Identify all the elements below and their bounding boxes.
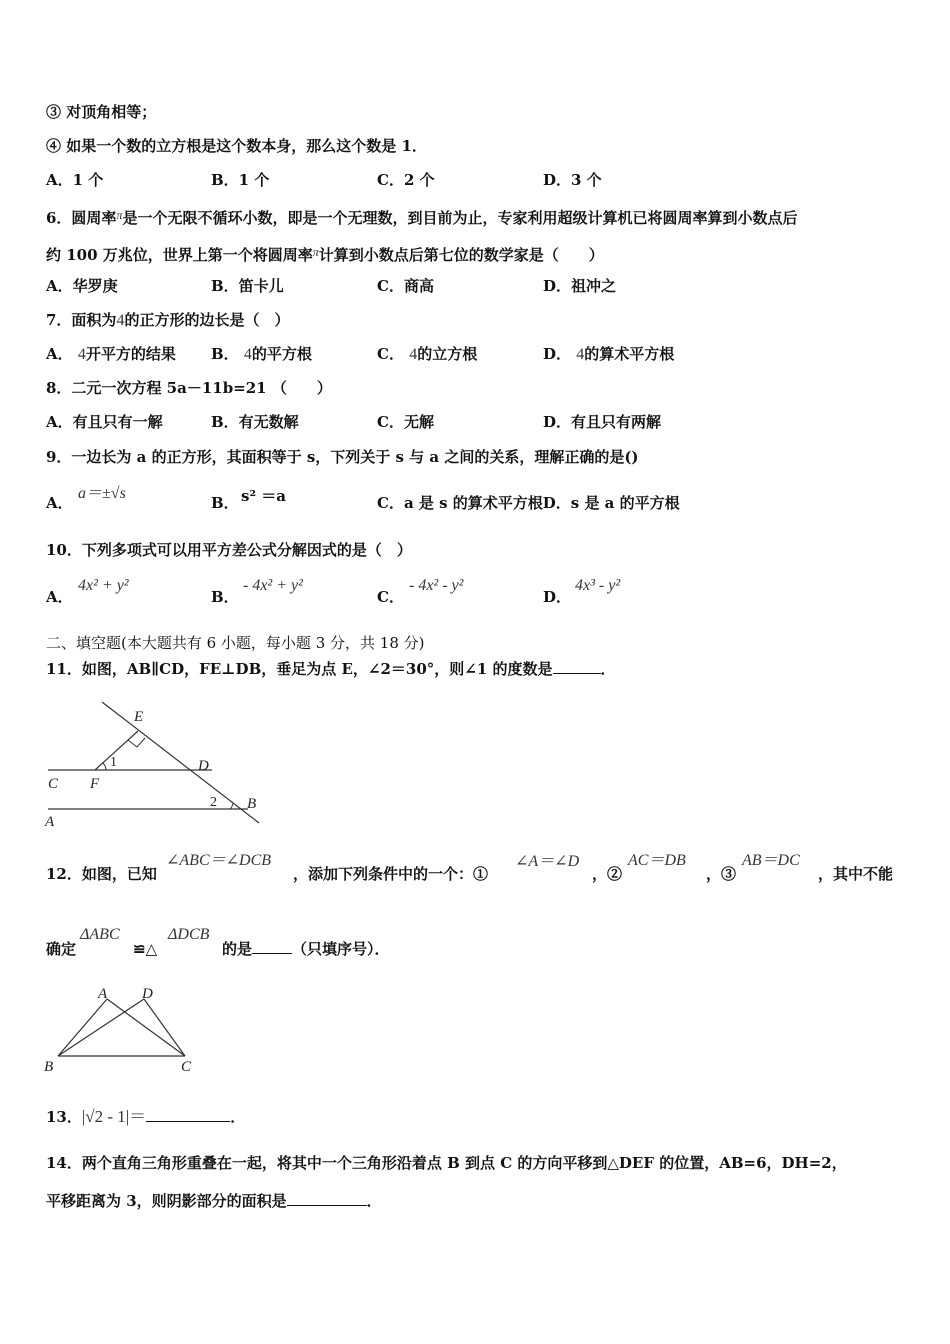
q12-congruent: ≌△ bbox=[133, 940, 158, 958]
q12-condition-3: AB＝DC bbox=[742, 852, 800, 869]
q7-a-label: A． bbox=[46, 345, 73, 363]
q11-text: 11．如图，AB∥CD，FE⊥DB，垂足为点 E，∠2＝30°，则∠1 的度数是 bbox=[46, 660, 553, 678]
q7-option-a bbox=[46, 344, 176, 365]
pi-symbol-2: π bbox=[312, 245, 319, 259]
q9-option-a-math: a＝±√s bbox=[78, 485, 126, 502]
q14-text: 平移距离为 3，则阴影部分的面积是 bbox=[46, 1192, 287, 1210]
q11-stem bbox=[46, 659, 616, 679]
q12-line-1 bbox=[46, 864, 157, 884]
q12-answer-blank[interactable] bbox=[252, 939, 292, 954]
q10-option-d-math: 4x³ - y² bbox=[575, 577, 621, 594]
q7-text-a: 7．面积为 bbox=[46, 311, 117, 329]
line-statement-4: ④ 如果一个数的立方根是这个数本身，那么这个数是 1． bbox=[46, 137, 427, 155]
q14-end: ． bbox=[366, 1192, 382, 1210]
q10-option-b-math: - 4x² + y² bbox=[243, 577, 303, 594]
label-b2: B bbox=[44, 1059, 54, 1075]
q7-d-num: 4 bbox=[576, 346, 585, 363]
q7-c-text: 的立方根 bbox=[417, 345, 478, 363]
q11-end: ． bbox=[600, 660, 616, 678]
label-2: 2 bbox=[210, 795, 217, 810]
q12-condition-1: ∠A＝∠D bbox=[515, 853, 580, 870]
line-statement-3: ③ 对顶角相等； bbox=[46, 103, 157, 121]
q5-option-b: B．1 个 bbox=[211, 171, 270, 189]
q5-option-c: C．2 个 bbox=[377, 171, 435, 189]
q8-option-d: D．有且只有两解 bbox=[543, 413, 662, 431]
q10-stem: 10．下列多项式可以用平方差公式分解因式的是（ ） bbox=[46, 541, 412, 559]
q10-option-d: D． bbox=[543, 588, 572, 606]
q12-line-2-start: 确定 bbox=[46, 940, 77, 958]
label-f: F bbox=[90, 776, 100, 792]
q7-c-label: C． bbox=[377, 345, 404, 363]
q8-option-c: C．无解 bbox=[377, 413, 434, 431]
q13-end: ． bbox=[230, 1108, 246, 1126]
q14-answer-blank[interactable] bbox=[287, 1191, 367, 1206]
section-2-title: 二、填空题(本大题共有 6 小题，每小题 3 分，共 18 分) bbox=[46, 634, 425, 652]
seg-dc bbox=[144, 999, 185, 1056]
q9-stem: 9．一边长为 a 的正方形，其面积等于 s，下列关于 s 与 a 之间的关系，理解正确的是() bbox=[46, 448, 639, 466]
q7-option-c bbox=[377, 344, 477, 365]
pi-symbol: π bbox=[116, 208, 123, 222]
label-d2: D bbox=[142, 986, 153, 1002]
q12-line-2-end bbox=[222, 939, 390, 959]
q6-option-b: B．笛卡儿 bbox=[211, 277, 284, 295]
seg-ac bbox=[107, 999, 185, 1056]
q12-text-b: ，添加下列条件中的一个：① bbox=[293, 865, 489, 883]
q6-option-c: C．商高 bbox=[377, 277, 434, 295]
q14-line-1: 14．两个直角三角形重叠在一起，将其中一个三角形沿着点 B 到点 C 的方向平移到△DEF 的位置，AB=6，DH=2， bbox=[46, 1154, 847, 1172]
label-a: A bbox=[45, 814, 55, 830]
label-1: 1 bbox=[110, 755, 117, 770]
figure-parallel-lines bbox=[40, 696, 270, 831]
q7-option-d bbox=[543, 344, 674, 365]
q12-text-h: 的是 bbox=[222, 940, 253, 958]
q6-line-2 bbox=[46, 242, 604, 265]
q7-d-label: D． bbox=[543, 345, 572, 363]
q8-stem: 8．二元一次方程 5a－11b=21 （ ） bbox=[46, 379, 332, 397]
q12-condition-2: AC＝DB bbox=[628, 852, 686, 869]
q8-option-b: B．有无数解 bbox=[211, 413, 299, 431]
line-db bbox=[102, 702, 259, 823]
q7-b-label: B． bbox=[211, 345, 239, 363]
q7-a-text: 开平方的结果 bbox=[85, 345, 176, 363]
label-b: B bbox=[247, 796, 257, 812]
q6-text-c: 约 100 万兆位，世界上第一个将圆周率 bbox=[46, 246, 313, 264]
q12-triangle-dcb: ΔDCB bbox=[168, 926, 210, 943]
right-angle-mark bbox=[128, 738, 145, 747]
seg-bd bbox=[58, 999, 144, 1056]
q7-number: 4 bbox=[116, 312, 125, 329]
angle-2-arc bbox=[230, 803, 233, 809]
q6-option-d: D．祖冲之 bbox=[543, 277, 617, 295]
q12-triangle-abc: ΔABC bbox=[80, 926, 120, 943]
q10-option-c: C． bbox=[377, 588, 404, 606]
q7-stem bbox=[46, 310, 289, 331]
q5-option-a: A．1 个 bbox=[46, 171, 104, 189]
q9-option-a: A． bbox=[46, 494, 73, 512]
q7-text-b: 的正方形的边长是（ ） bbox=[124, 311, 290, 329]
q12-text-d: ，③ bbox=[706, 865, 737, 883]
q9-option-b-math: s² ＝a bbox=[241, 487, 286, 505]
q12-text-i: （只填序号）． bbox=[292, 940, 390, 958]
q6-text-b: 是一个无限不循环小数，即是一个无理数，到目前为止，专家利用超级计算机已将圆周率算到小数点后 bbox=[122, 209, 798, 227]
q6-line-1 bbox=[46, 205, 797, 228]
q11-answer-blank[interactable] bbox=[553, 659, 601, 674]
q7-c-num: 4 bbox=[409, 346, 418, 363]
q13-answer-blank[interactable] bbox=[146, 1107, 230, 1122]
q10-option-a: A． bbox=[46, 588, 73, 606]
q6-option-a: A．华罗庚 bbox=[46, 277, 118, 295]
q7-option-b bbox=[211, 344, 312, 365]
q5-option-d: D．3 个 bbox=[543, 171, 602, 189]
label-d: D bbox=[198, 758, 209, 774]
q12-text-c: ，② bbox=[592, 865, 623, 883]
q13-text: 13． bbox=[46, 1108, 82, 1126]
q10-option-a-math: 4x² + y² bbox=[78, 577, 129, 594]
label-e: E bbox=[134, 709, 144, 725]
q10-option-c-math: - 4x² - y² bbox=[409, 577, 464, 594]
q13-stem bbox=[46, 1107, 245, 1127]
angle-1-arc bbox=[103, 763, 106, 770]
label-a2: A bbox=[98, 986, 108, 1002]
seg-ba bbox=[58, 999, 107, 1056]
figure-triangles bbox=[40, 984, 210, 1076]
q6-text-a: 6．圆周率 bbox=[46, 209, 117, 227]
q7-b-text: 的平方根 bbox=[251, 345, 312, 363]
q9-option-cd: C．a 是 s 的算术平方根D．s 是 a 的平方根 bbox=[377, 494, 680, 512]
q8-option-a: A．有且只有一解 bbox=[46, 413, 163, 431]
label-c2: C bbox=[181, 1059, 192, 1075]
q12-text-a: 12．如图，已知 bbox=[46, 865, 157, 883]
q7-d-text: 的算术平方根 bbox=[584, 345, 675, 363]
q13-expression: |√2 - 1|＝ bbox=[81, 1107, 147, 1126]
q14-line-2 bbox=[46, 1191, 382, 1211]
q10-option-b: B． bbox=[211, 588, 239, 606]
q7-a-num: 4 bbox=[77, 346, 86, 363]
q7-b-num: 4 bbox=[243, 346, 252, 363]
q12-text-e: ，其中不能 bbox=[818, 865, 894, 883]
q6-text-d: 计算到小数点后第七位的数学家是（ ） bbox=[318, 246, 604, 264]
q9-option-b: B． bbox=[211, 494, 239, 512]
q12-given-condition: ∠ABC＝∠DCB bbox=[166, 852, 272, 869]
label-c: C bbox=[48, 776, 59, 792]
